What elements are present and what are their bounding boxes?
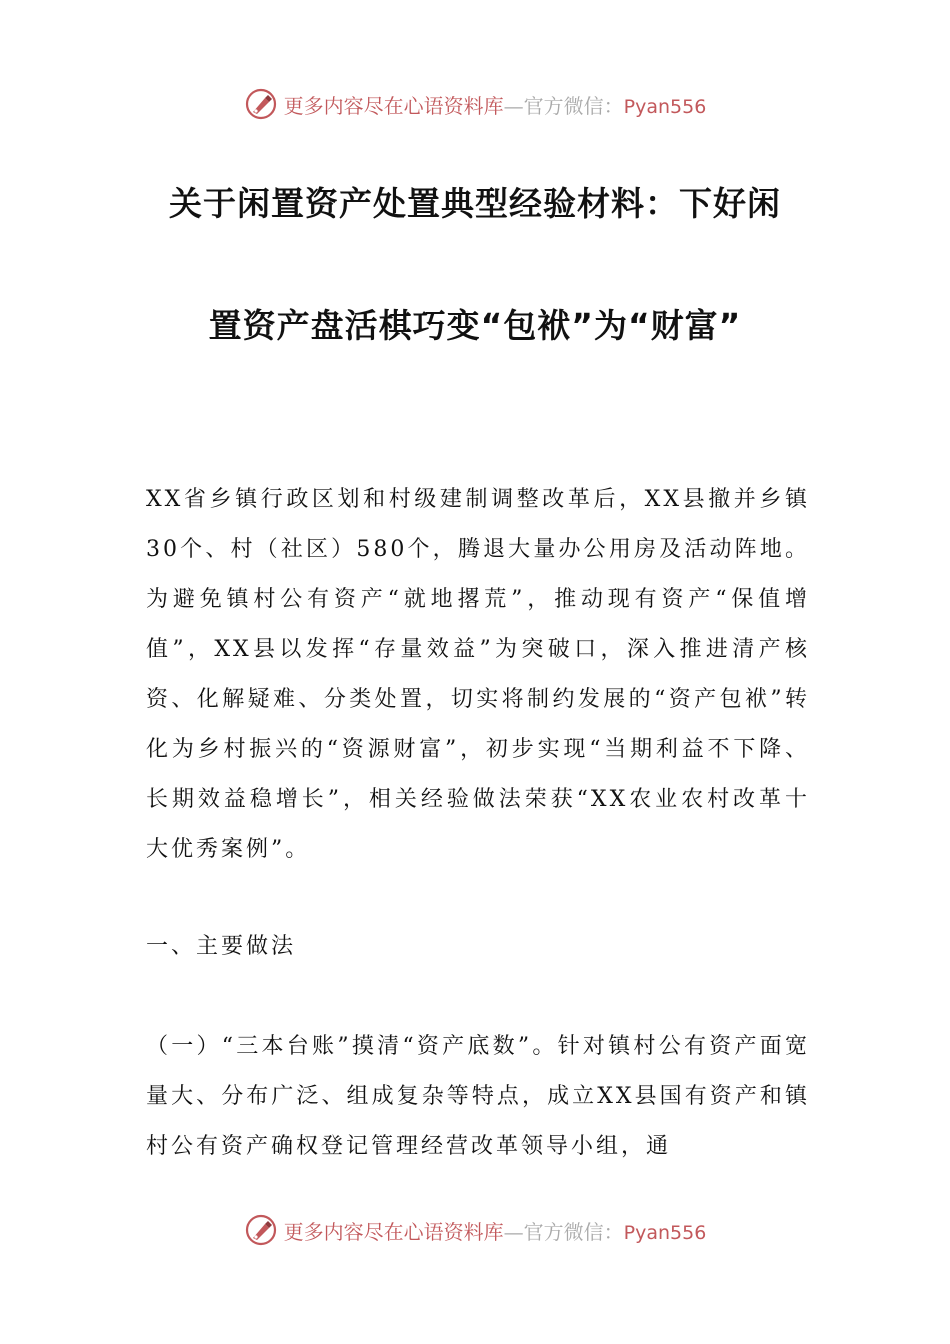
watermark-dash: — — [503, 1219, 524, 1244]
watermark-id: Pyan556 — [623, 1221, 707, 1244]
paragraph-section-1-1: （一）“三本台账”摸清“资产底数”。针对镇村公有资产面宽量大、分布广泛、组成复杂等特点，成立XX县国有资产和镇村公有资产确权登记管理经营改革领导小组，通 — [146, 1034, 810, 1159]
paragraph-intro: XX省乡镇行政区划和村级建制调整改革后，XX县撤并乡镇30个、村（社区）580个，腾退大量办公用房及活动阵地。为避免镇村公有资产“就地撂荒”，推动现有资产“保值增值”，XX县以发挥“存量效益”为突破口，深入推进清产核资、化解疑难、分类处置，切实将制约发展的“资产包袱”转化为乡村振兴的“资源财富”，初步实现“当期利益不下降、长期效益稳增长”，相关经验做法荣获“XX农业农村改革十大优秀案例”。 — [146, 487, 810, 862]
watermark-footer — [0, 1210, 950, 1250]
section-heading-1: 一、主要做法 — [146, 934, 297, 959]
pen-nib-logo-icon — [244, 1213, 278, 1247]
document-title-line-1: 关于闲置资产处置典型经验材料：下好闲 — [169, 184, 781, 223]
watermark-main: 更多内容尽在心语资料库 — [283, 93, 504, 118]
watermark-text — [284, 1216, 707, 1245]
watermark-main: 更多内容尽在心语资料库 — [283, 1219, 504, 1244]
pen-nib-logo-icon — [244, 87, 278, 121]
document-title-line-2: 置资产盘活棋巧变“包袱”为“财富” — [208, 306, 742, 345]
watermark-text — [284, 90, 707, 119]
watermark-sub: 官方微信： — [523, 93, 624, 118]
watermark-header — [0, 84, 950, 124]
watermark-dash: — — [503, 93, 524, 118]
watermark-sub: 官方微信： — [523, 1219, 624, 1244]
watermark-id: Pyan556 — [623, 95, 707, 118]
